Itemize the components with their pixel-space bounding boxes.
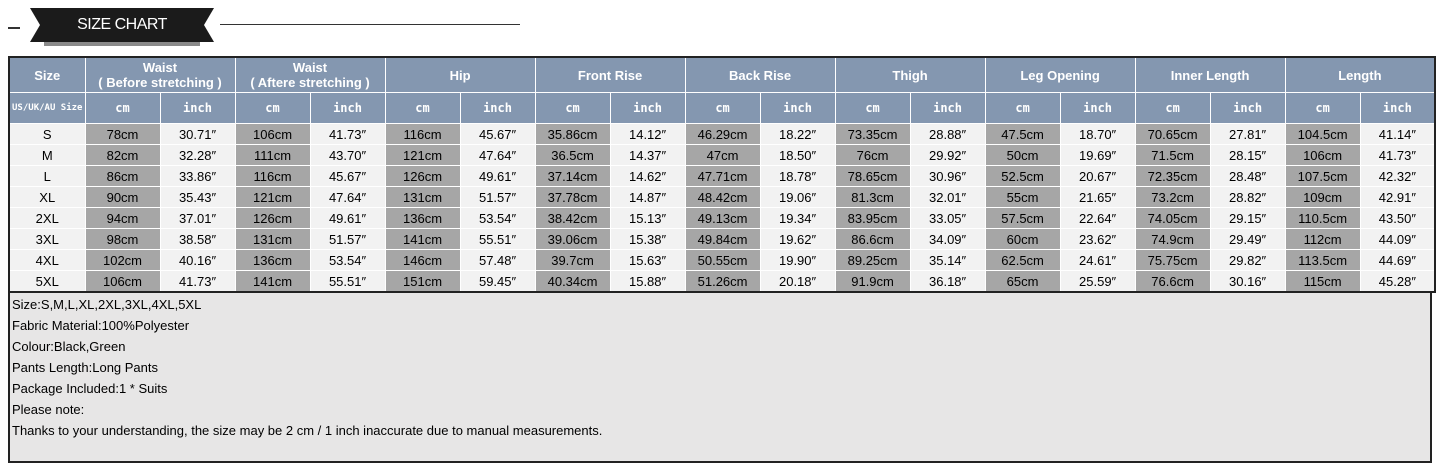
- inch-value-cell: 47.64″: [310, 187, 385, 208]
- measurement-title: Waist: [142, 60, 178, 75]
- inch-value-cell: 28.48″: [1210, 166, 1285, 187]
- inch-value-cell: 23.62″: [1060, 229, 1135, 250]
- inch-value-cell: 37.01″: [160, 208, 235, 229]
- inch-value-cell: 15.38″: [610, 229, 685, 250]
- inch-value-cell: 28.88″: [910, 124, 985, 145]
- measurement-header: [385, 57, 535, 93]
- inch-value-cell: 27.81″: [1210, 124, 1285, 145]
- cm-value-cell: 83.95cm: [835, 208, 910, 229]
- cm-value-cell: 50cm: [985, 145, 1060, 166]
- inch-value-cell: 18.70″: [1060, 124, 1135, 145]
- measurement-subtitle: ( Aftere stretching ): [250, 75, 370, 90]
- cm-value-cell: 82cm: [85, 145, 160, 166]
- cm-value-cell: 37.14cm: [535, 166, 610, 187]
- unit-cm-header: cm: [685, 93, 760, 124]
- inch-value-cell: 14.12″: [610, 124, 685, 145]
- unit-cm-header: cm: [385, 93, 460, 124]
- cm-value-cell: 136cm: [385, 208, 460, 229]
- inch-value-cell: 55.51″: [310, 271, 385, 293]
- cm-value-cell: 106cm: [1285, 145, 1360, 166]
- inch-value-cell: 42.91″: [1360, 187, 1435, 208]
- cm-value-cell: 98cm: [85, 229, 160, 250]
- note-line: Please note:: [12, 402, 85, 417]
- inch-value-cell: 47.64″: [460, 145, 535, 166]
- cm-value-cell: 47.71cm: [685, 166, 760, 187]
- inch-value-cell: 29.49″: [1210, 229, 1285, 250]
- header-rule: [220, 24, 520, 25]
- unit-cm-header: cm: [985, 93, 1060, 124]
- inch-value-cell: 29.82″: [1210, 250, 1285, 271]
- cm-value-cell: 47cm: [685, 145, 760, 166]
- unit-inch-header: inch: [1060, 93, 1135, 124]
- inch-value-cell: 15.88″: [610, 271, 685, 293]
- note-line: Thanks to your understanding, the size may be 2 cm / 1 inch inaccurate due to manual measurements.: [12, 423, 603, 438]
- inch-value-cell: 45.28″: [1360, 271, 1435, 293]
- measurement-title: Length: [1338, 67, 1382, 83]
- measurement-title: Thigh: [892, 67, 928, 83]
- cm-value-cell: 86cm: [85, 166, 160, 187]
- inch-value-cell: 28.15″: [1210, 145, 1285, 166]
- measurement-header: [535, 57, 685, 93]
- size-column-header: Size: [9, 57, 85, 93]
- cm-value-cell: 81.3cm: [835, 187, 910, 208]
- measurement-header: [685, 57, 835, 93]
- region-size-label: US/UK/AU Size: [9, 93, 85, 124]
- inch-value-cell: 51.57″: [310, 229, 385, 250]
- inch-value-cell: 41.73″: [160, 271, 235, 293]
- inch-value-cell: 49.61″: [460, 166, 535, 187]
- cm-value-cell: 36.5cm: [535, 145, 610, 166]
- cm-value-cell: 37.78cm: [535, 187, 610, 208]
- note-line: Size:S,M,L,XL,2XL,3XL,4XL,5XL: [12, 297, 202, 312]
- unit-inch-header: inch: [910, 93, 985, 124]
- inch-value-cell: 36.18″: [910, 271, 985, 293]
- cm-value-cell: 115cm: [1285, 271, 1360, 293]
- inch-value-cell: 53.54″: [460, 208, 535, 229]
- inch-value-cell: 25.59″: [1060, 271, 1135, 293]
- measurement-header: [85, 57, 235, 93]
- inch-value-cell: 43.70″: [310, 145, 385, 166]
- note-line: Fabric Material:100%Polyester: [12, 318, 190, 333]
- cm-value-cell: 91.9cm: [835, 271, 910, 293]
- inch-value-cell: 57.48″: [460, 250, 535, 271]
- note-line: Pants Length:Long Pants: [12, 360, 159, 375]
- cm-value-cell: 48.42cm: [685, 187, 760, 208]
- measurement-subtitle: ( Before stretching ): [98, 75, 222, 90]
- product-notes: [8, 291, 1432, 463]
- cm-value-cell: 65cm: [985, 271, 1060, 293]
- inch-value-cell: 34.09″: [910, 229, 985, 250]
- cm-value-cell: 60cm: [985, 229, 1060, 250]
- cm-value-cell: 94cm: [85, 208, 160, 229]
- measurement-header: [835, 57, 985, 93]
- measurement-title: Back Rise: [728, 67, 792, 83]
- size-cell: 3XL: [9, 229, 85, 250]
- inch-value-cell: 41.73″: [1360, 145, 1435, 166]
- size-cell: XL: [9, 187, 85, 208]
- size-cell: 5XL: [9, 271, 85, 293]
- cm-value-cell: 107.5cm: [1285, 166, 1360, 187]
- measurement-header: [1285, 57, 1435, 93]
- inch-value-cell: 41.14″: [1360, 124, 1435, 145]
- cm-value-cell: 38.42cm: [535, 208, 610, 229]
- inch-value-cell: 55.51″: [460, 229, 535, 250]
- unit-inch-header: inch: [310, 93, 385, 124]
- inch-value-cell: 59.45″: [460, 271, 535, 293]
- cm-value-cell: 90cm: [85, 187, 160, 208]
- cm-value-cell: 126cm: [385, 166, 460, 187]
- inch-value-cell: 32.28″: [160, 145, 235, 166]
- size-cell: 2XL: [9, 208, 85, 229]
- inch-value-cell: 42.32″: [1360, 166, 1435, 187]
- cm-value-cell: 76cm: [835, 145, 910, 166]
- inch-value-cell: 19.90″: [760, 250, 835, 271]
- cm-value-cell: 106cm: [235, 124, 310, 145]
- inch-value-cell: 29.92″: [910, 145, 985, 166]
- cm-value-cell: 35.86cm: [535, 124, 610, 145]
- size-cell: M: [9, 145, 85, 166]
- unit-inch-header: inch: [460, 93, 535, 124]
- inch-value-cell: 33.86″: [160, 166, 235, 187]
- cm-value-cell: 126cm: [235, 208, 310, 229]
- unit-inch-header: inch: [160, 93, 235, 124]
- cm-value-cell: 151cm: [385, 271, 460, 293]
- inch-value-cell: 45.67″: [460, 124, 535, 145]
- measurement-header: [235, 57, 385, 93]
- cm-value-cell: 55cm: [985, 187, 1060, 208]
- inch-value-cell: 20.67″: [1060, 166, 1135, 187]
- cm-value-cell: 113.5cm: [1285, 250, 1360, 271]
- cm-value-cell: 110.5cm: [1285, 208, 1360, 229]
- cm-value-cell: 40.34cm: [535, 271, 610, 293]
- cm-value-cell: 49.84cm: [685, 229, 760, 250]
- cm-value-cell: 146cm: [385, 250, 460, 271]
- inch-value-cell: 30.71″: [160, 124, 235, 145]
- inch-value-cell: 30.16″: [1210, 271, 1285, 293]
- inch-value-cell: 19.06″: [760, 187, 835, 208]
- unit-inch-header: inch: [610, 93, 685, 124]
- inch-value-cell: 51.57″: [460, 187, 535, 208]
- cm-value-cell: 116cm: [385, 124, 460, 145]
- unit-cm-header: cm: [85, 93, 160, 124]
- table-row: [9, 166, 1435, 187]
- cm-value-cell: 75.75cm: [1135, 250, 1210, 271]
- unit-cm-header: cm: [535, 93, 610, 124]
- measurement-title: Waist: [292, 60, 328, 75]
- table-row: [9, 250, 1435, 271]
- inch-value-cell: 49.61″: [310, 208, 385, 229]
- cm-value-cell: 70.65cm: [1135, 124, 1210, 145]
- inch-value-cell: 44.69″: [1360, 250, 1435, 271]
- inch-value-cell: 35.43″: [160, 187, 235, 208]
- unit-cm-header: cm: [235, 93, 310, 124]
- inch-value-cell: 53.54″: [310, 250, 385, 271]
- inch-value-cell: 18.50″: [760, 145, 835, 166]
- inch-value-cell: 15.63″: [610, 250, 685, 271]
- cm-value-cell: 111cm: [235, 145, 310, 166]
- title-ribbon: [30, 8, 214, 42]
- measurement-title: Hip: [449, 67, 471, 83]
- measurement-header: [1135, 57, 1285, 93]
- cm-value-cell: 46.29cm: [685, 124, 760, 145]
- ribbon-left-notch: [30, 8, 40, 42]
- cm-value-cell: 104.5cm: [1285, 124, 1360, 145]
- cm-value-cell: 78cm: [85, 124, 160, 145]
- inch-value-cell: 30.96″: [910, 166, 985, 187]
- cm-value-cell: 39.06cm: [535, 229, 610, 250]
- inch-value-cell: 14.87″: [610, 187, 685, 208]
- cm-value-cell: 121cm: [235, 187, 310, 208]
- cm-value-cell: 72.35cm: [1135, 166, 1210, 187]
- note-line: Package Included:1 * Suits: [12, 381, 168, 396]
- size-cell: S: [9, 124, 85, 145]
- size-cell: 4XL: [9, 250, 85, 271]
- size-cell: L: [9, 166, 85, 187]
- inch-value-cell: 38.58″: [160, 229, 235, 250]
- cm-value-cell: 131cm: [385, 187, 460, 208]
- inch-value-cell: 29.15″: [1210, 208, 1285, 229]
- cm-value-cell: 49.13cm: [685, 208, 760, 229]
- unit-inch-header: inch: [1210, 93, 1285, 124]
- inch-value-cell: 21.65″: [1060, 187, 1135, 208]
- inch-value-cell: 14.62″: [610, 166, 685, 187]
- inch-value-cell: 33.05″: [910, 208, 985, 229]
- unit-cm-header: cm: [835, 93, 910, 124]
- cm-value-cell: 51.26cm: [685, 271, 760, 293]
- cm-value-cell: 47.5cm: [985, 124, 1060, 145]
- cm-value-cell: 76.6cm: [1135, 271, 1210, 293]
- cm-value-cell: 52.5cm: [985, 166, 1060, 187]
- unit-inch-header: inch: [760, 93, 835, 124]
- inch-value-cell: 19.62″: [760, 229, 835, 250]
- unit-row: [9, 93, 1435, 124]
- unit-cm-header: cm: [1285, 93, 1360, 124]
- cm-value-cell: 73.2cm: [1135, 187, 1210, 208]
- table-row: [9, 229, 1435, 250]
- unit-cm-header: cm: [1135, 93, 1210, 124]
- cm-value-cell: 116cm: [235, 166, 310, 187]
- measurement-title: Front Rise: [577, 67, 643, 83]
- inch-value-cell: 41.73″: [310, 124, 385, 145]
- measurement-title: Inner Length: [1170, 67, 1250, 83]
- inch-value-cell: 20.18″: [760, 271, 835, 293]
- cm-value-cell: 73.35cm: [835, 124, 910, 145]
- header-dash: [8, 27, 20, 29]
- inch-value-cell: 35.14″: [910, 250, 985, 271]
- cm-value-cell: 106cm: [85, 271, 160, 293]
- inch-value-cell: 19.34″: [760, 208, 835, 229]
- cm-value-cell: 109cm: [1285, 187, 1360, 208]
- cm-value-cell: 141cm: [385, 229, 460, 250]
- inch-value-cell: 28.82″: [1210, 187, 1285, 208]
- inch-value-cell: 40.16″: [160, 250, 235, 271]
- inch-value-cell: 22.64″: [1060, 208, 1135, 229]
- size-chart-header: [0, 0, 1438, 54]
- measurement-title: Leg Opening: [1020, 67, 1100, 83]
- size-table: [8, 56, 1436, 293]
- table-row: [9, 145, 1435, 166]
- inch-value-cell: 19.69″: [1060, 145, 1135, 166]
- cm-value-cell: 74.9cm: [1135, 229, 1210, 250]
- inch-value-cell: 45.67″: [310, 166, 385, 187]
- ribbon-right-notch: [204, 8, 214, 42]
- inch-value-cell: 44.09″: [1360, 229, 1435, 250]
- cm-value-cell: 86.6cm: [835, 229, 910, 250]
- table-row: [9, 208, 1435, 229]
- inch-value-cell: 15.13″: [610, 208, 685, 229]
- cm-value-cell: 57.5cm: [985, 208, 1060, 229]
- header-row: [9, 57, 1435, 93]
- ribbon-shadow: [44, 42, 200, 46]
- inch-value-cell: 18.22″: [760, 124, 835, 145]
- inch-value-cell: 14.37″: [610, 145, 685, 166]
- page-title: SIZE CHART: [77, 16, 167, 33]
- cm-value-cell: 112cm: [1285, 229, 1360, 250]
- note-line: Colour:Black,Green: [12, 339, 126, 354]
- table-row: [9, 124, 1435, 145]
- cm-value-cell: 74.05cm: [1135, 208, 1210, 229]
- table-row: [9, 271, 1435, 293]
- cm-value-cell: 39.7cm: [535, 250, 610, 271]
- cm-value-cell: 141cm: [235, 271, 310, 293]
- inch-value-cell: 43.50″: [1360, 208, 1435, 229]
- cm-value-cell: 50.55cm: [685, 250, 760, 271]
- inch-value-cell: 24.61″: [1060, 250, 1135, 271]
- cm-value-cell: 131cm: [235, 229, 310, 250]
- cm-value-cell: 102cm: [85, 250, 160, 271]
- inch-value-cell: 32.01″: [910, 187, 985, 208]
- inch-value-cell: 18.78″: [760, 166, 835, 187]
- cm-value-cell: 78.65cm: [835, 166, 910, 187]
- table-row: [9, 187, 1435, 208]
- cm-value-cell: 62.5cm: [985, 250, 1060, 271]
- cm-value-cell: 71.5cm: [1135, 145, 1210, 166]
- cm-value-cell: 121cm: [385, 145, 460, 166]
- unit-inch-header: inch: [1360, 93, 1435, 124]
- cm-value-cell: 136cm: [235, 250, 310, 271]
- cm-value-cell: 89.25cm: [835, 250, 910, 271]
- measurement-header: [985, 57, 1135, 93]
